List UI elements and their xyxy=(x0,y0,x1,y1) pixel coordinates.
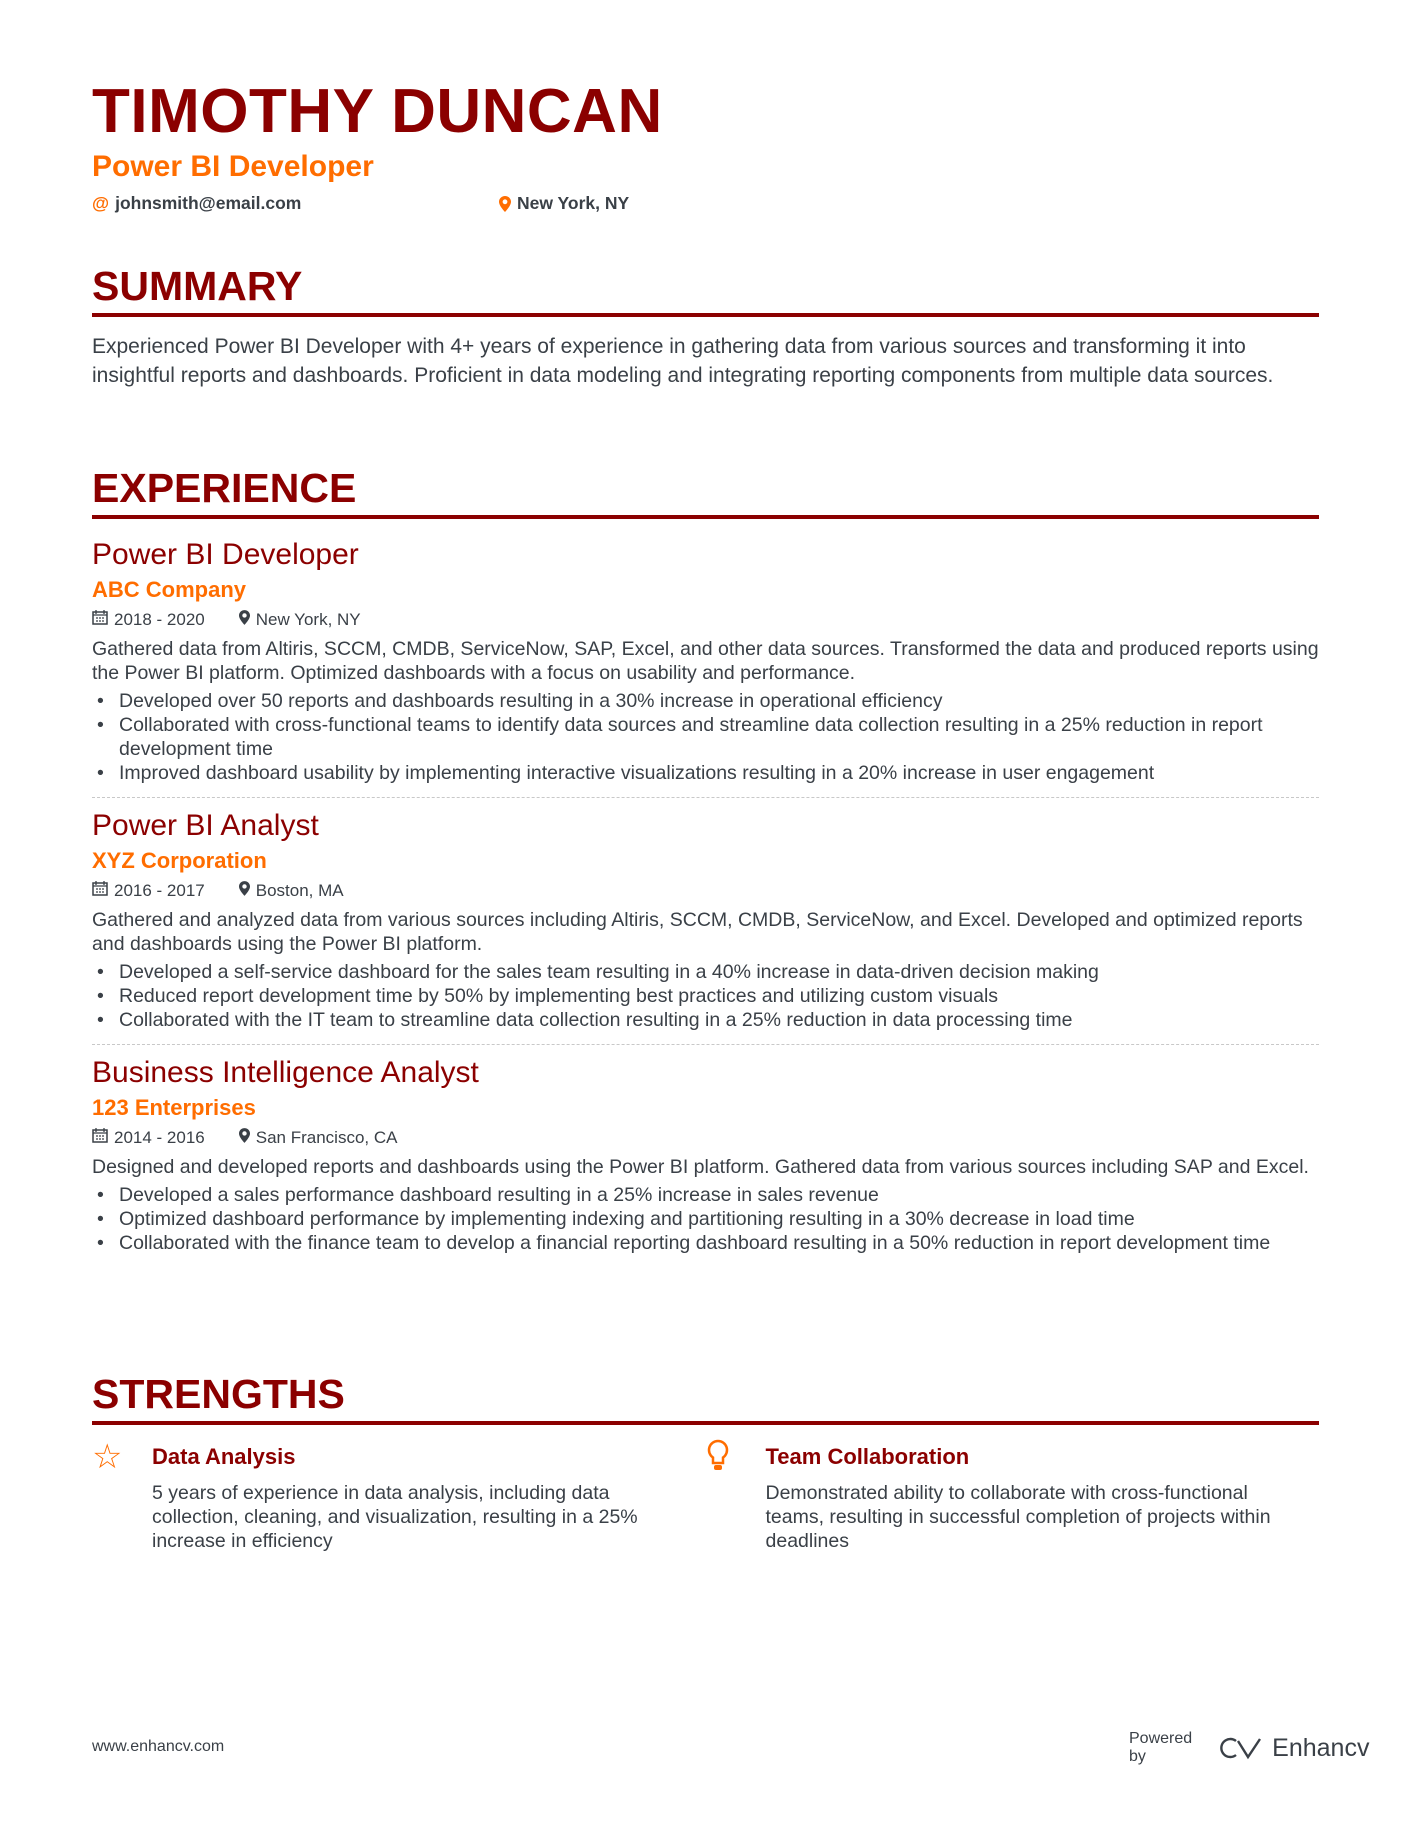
job-dates: 2016 - 2017 xyxy=(114,881,205,900)
job-company: XYZ Corporation xyxy=(92,848,267,873)
job-bullets xyxy=(92,960,1319,1032)
enhancv-logo xyxy=(1218,1734,1369,1763)
job-bullet: • Improved dashboard usability by implementing interactive visualizations resulting in a 20% increase in user engagement xyxy=(92,761,1319,785)
powered-by-text: Powered by xyxy=(1129,1730,1193,1765)
strength-title: Data Analysis xyxy=(152,1444,296,1469)
enhancv-logo-icon xyxy=(1218,1736,1264,1760)
job-location: Boston, MA xyxy=(255,881,344,900)
section-heading: STRENGTHS xyxy=(92,1374,1319,1425)
calendar-icon xyxy=(92,878,108,904)
job-bullets xyxy=(92,1183,1319,1255)
strengths-section xyxy=(92,1371,1319,1553)
job-bullet: • Collaborated with cross-functional teams to identify data sources and streamline data collection resulting in a 25% reduction in report development time xyxy=(92,713,1319,761)
section-heading: SUMMARY xyxy=(92,266,1319,317)
powered-by xyxy=(1129,1730,1369,1766)
location-contact xyxy=(499,193,629,214)
job-location: New York, NY xyxy=(255,610,361,629)
job-description: Designed and developed reports and dashboards using the Power BI platform. Gathered data from various sources including SAP and Excel. xyxy=(92,1156,1309,1178)
job-description: Gathered and analyzed data from various sources including Altiris, SCCM, CMDB, ServiceNow, and Excel. Developed and optimized reports and dashboards using the Power BI platform. xyxy=(92,909,1303,955)
job-title: Business Intelligence Analyst xyxy=(92,1056,479,1089)
job-bullet: • Developed a sales performance dashboard resulting in a 25% increase in sales revenue xyxy=(92,1183,1319,1207)
job-dates: 2014 - 2016 xyxy=(114,1128,205,1147)
summary-text: Experienced Power BI Developer with 4+ years of experience in gathering data from various sources and transforming it into insightful reports and dashboards. Proficient in data modeling and integrating reporting components from multiple data sources. xyxy=(92,335,1274,387)
map-pin-icon xyxy=(239,878,250,904)
brand-name: Enhancv xyxy=(1272,1733,1370,1762)
at-icon: @ xyxy=(92,193,110,213)
job-title: Power BI Developer xyxy=(92,538,359,571)
map-pin-icon xyxy=(239,1125,250,1151)
job-location: San Francisco, CA xyxy=(255,1128,398,1147)
section-heading: EXPERIENCE xyxy=(92,468,1319,519)
candidate-name: TIMOTHY DUNCAN xyxy=(92,77,663,146)
email-contact xyxy=(92,193,301,214)
summary-section xyxy=(92,263,1319,390)
strength-text: Demonstrated ability to collaborate with cross-functional teams, resulting in successful completion of projects within deadlines xyxy=(765,1482,1271,1552)
strength-item xyxy=(92,1439,706,1553)
location-text: New York, NY xyxy=(517,193,630,213)
job-bullet: • Developed over 50 reports and dashboards resulting in a 30% increase in operational efficiency xyxy=(92,689,1319,713)
job-entry xyxy=(92,1045,1319,1267)
job-bullet: • Collaborated with the IT team to streamline data collection resulting in a 25% reduction in data processing time xyxy=(92,1008,1319,1032)
experience-section xyxy=(92,465,1319,1267)
lightbulb-icon xyxy=(706,1439,766,1553)
job-entry xyxy=(92,798,1319,1045)
email-text: johnsmith@email.com xyxy=(115,193,302,213)
footer-website[interactable]: www.enhancv.com xyxy=(92,1738,225,1755)
job-bullet: • Optimized dashboard performance by implementing indexing and partitioning resulting in a 30% decrease in load time xyxy=(92,1207,1319,1231)
candidate-title: Power BI Developer xyxy=(92,150,374,183)
star-icon: ☆ xyxy=(92,1438,123,1476)
job-entry xyxy=(92,527,1319,798)
map-pin-icon xyxy=(499,196,511,212)
job-bullets xyxy=(92,689,1319,785)
job-bullet: • Collaborated with the finance team to develop a financial reporting dashboard resulting in a 50% reduction in report development time xyxy=(92,1231,1319,1255)
job-company: 123 Enterprises xyxy=(92,1095,256,1120)
map-pin-icon xyxy=(239,607,250,633)
job-bullet: • Developed a self-service dashboard for the sales team resulting in a 40% increase in data-driven decision making xyxy=(92,960,1319,984)
job-dates: 2018 - 2020 xyxy=(114,610,205,629)
strength-text: 5 years of experience in data analysis, including data collection, cleaning, and visualization, resulting in a 25% increase in efficiency xyxy=(152,1482,638,1552)
job-company: ABC Company xyxy=(92,577,247,602)
strength-item xyxy=(706,1439,1320,1553)
job-description: Gathered data from Altiris, SCCM, CMDB, ServiceNow, SAP, Excel, and other data sources. Transformed the data and produced reports using the Power BI platform. Optimized dashboards with a focus on usability and performance. xyxy=(92,638,1319,684)
strength-title: Team Collaboration xyxy=(765,1444,970,1469)
calendar-icon xyxy=(92,607,108,633)
calendar-icon xyxy=(92,1125,108,1151)
job-title: Power BI Analyst xyxy=(92,809,319,842)
job-bullet: • Reduced report development time by 50% by implementing best practices and utilizing custom visuals xyxy=(92,984,1319,1008)
